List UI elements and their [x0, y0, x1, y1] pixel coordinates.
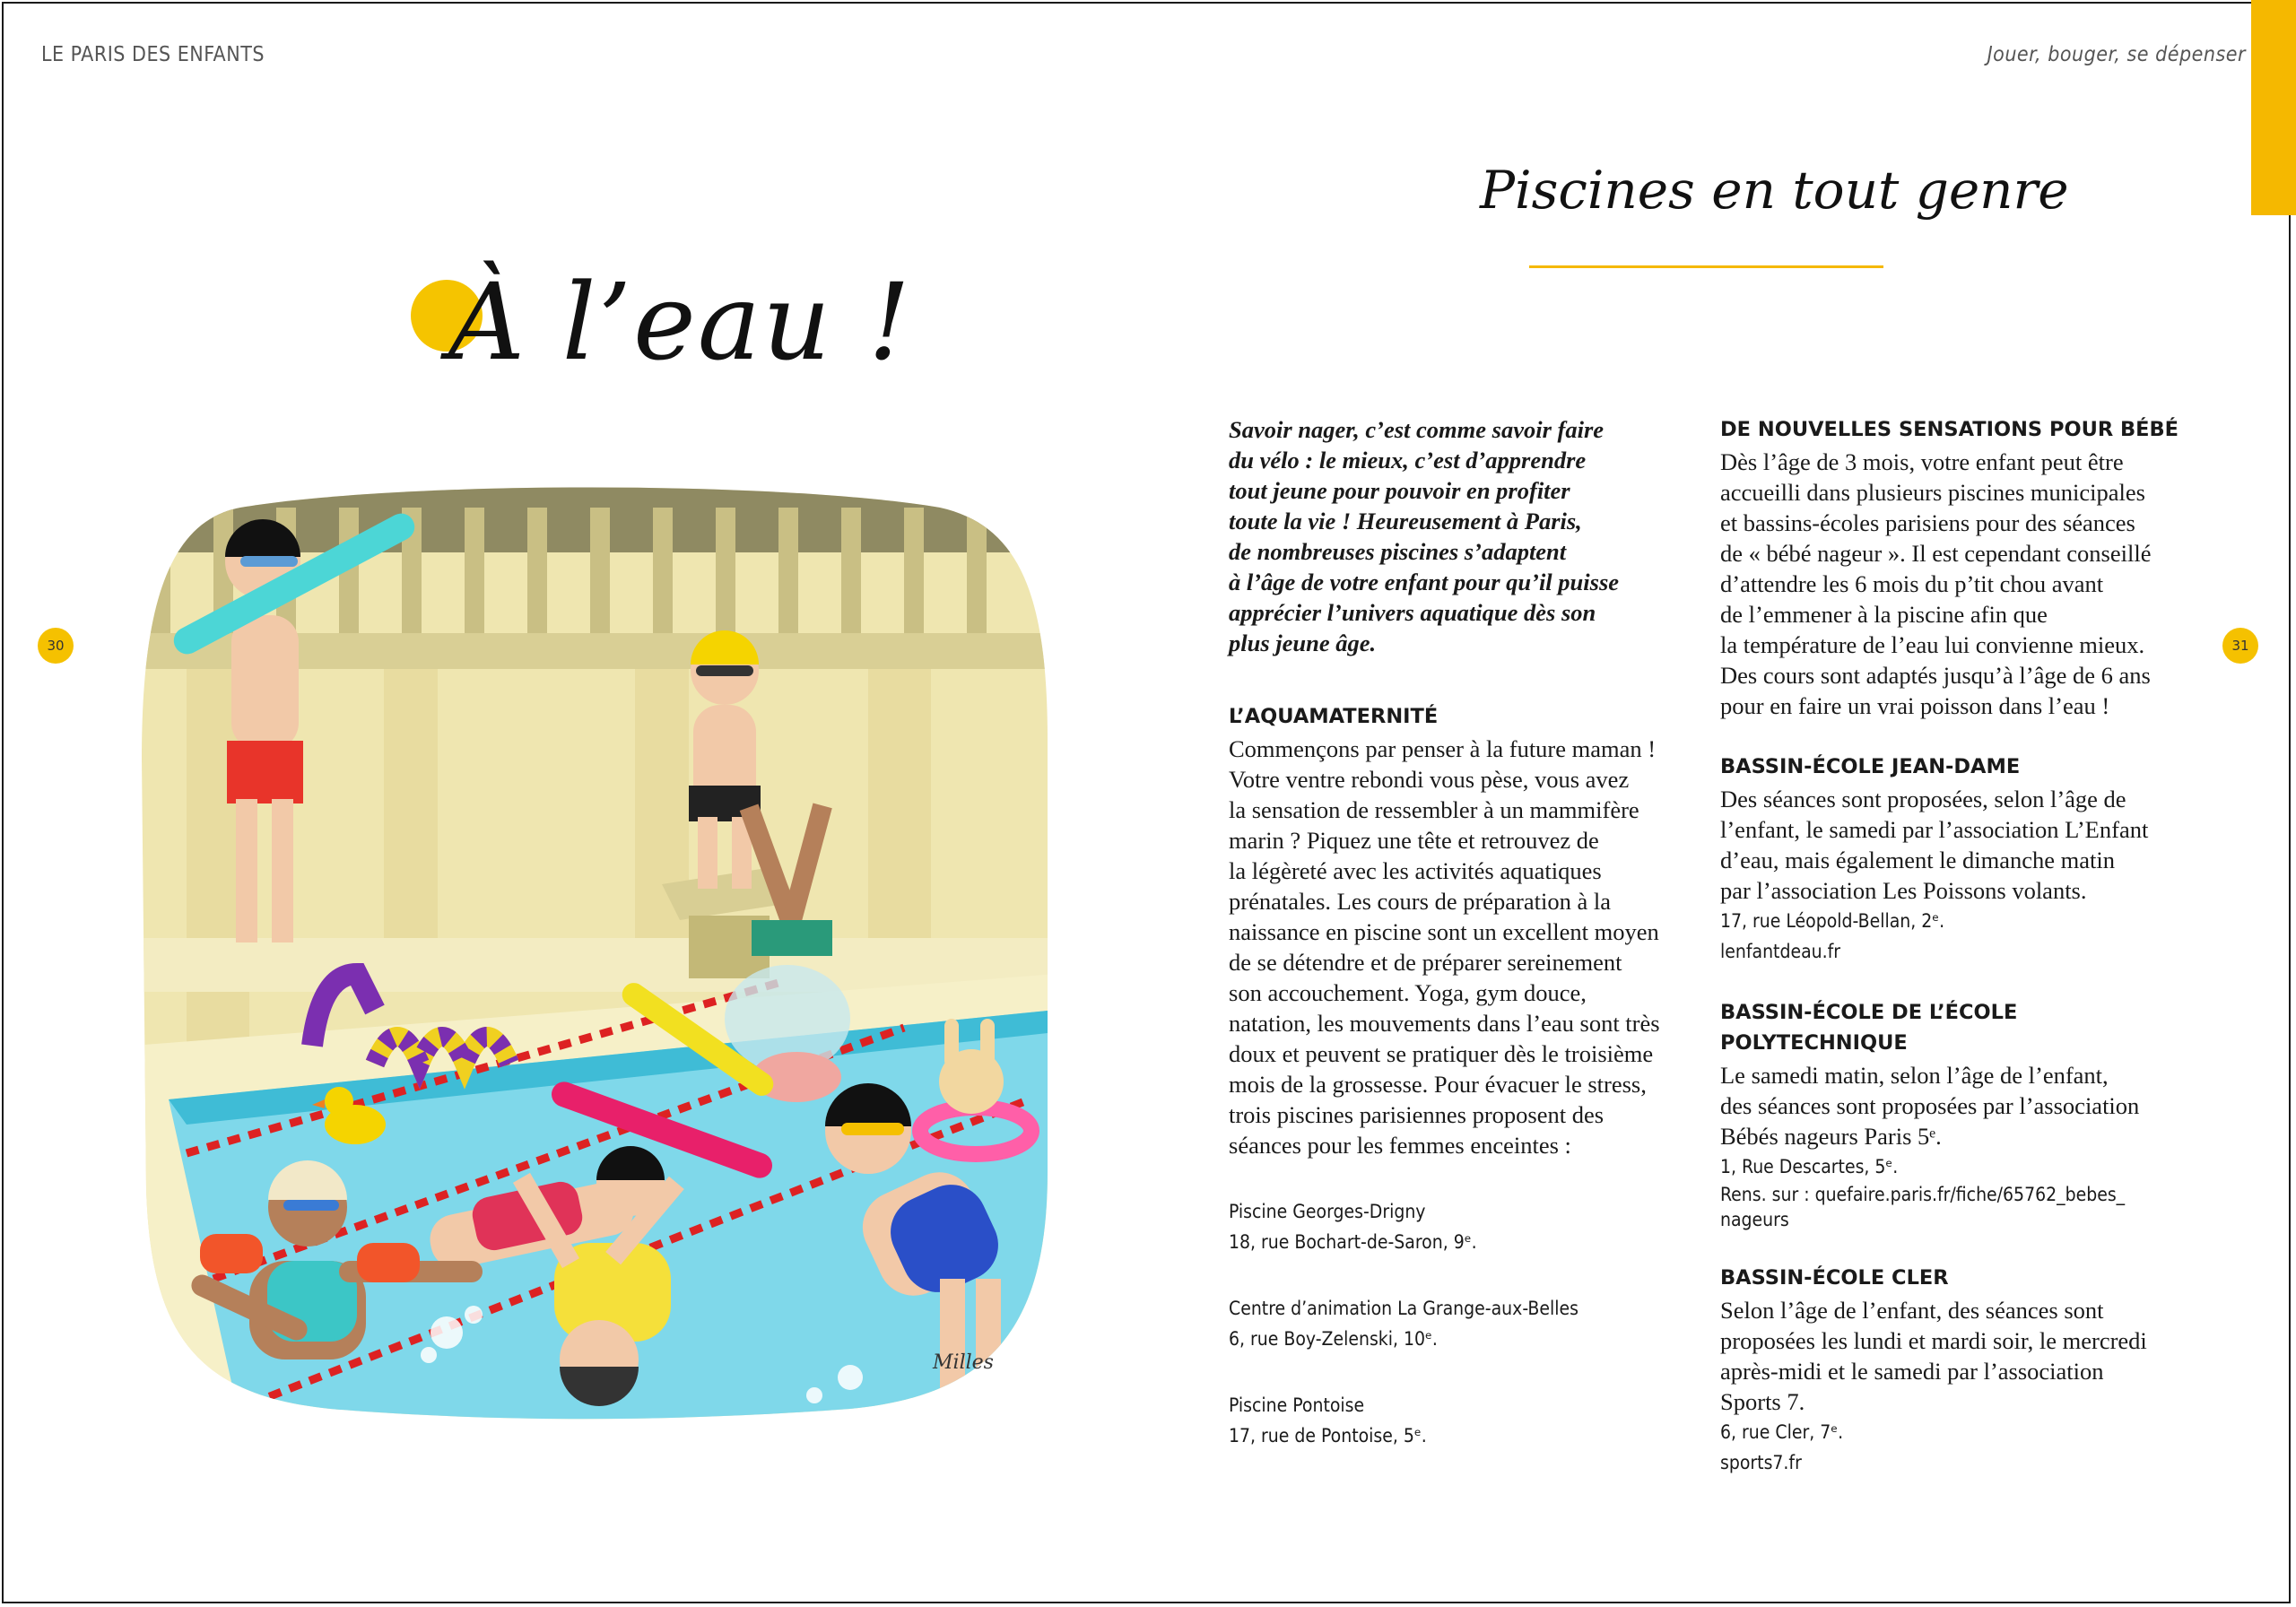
- page-title: À l’eau !: [448, 260, 913, 384]
- heading-aquamaternite: L’AQUAMATERNITÉ: [1229, 705, 1439, 728]
- jean-dame-address: 17, rue Léopold-Bellan, 2ᵉ.: [1720, 910, 1945, 932]
- section-title: Piscines en tout genre: [1480, 160, 2069, 221]
- section-jean-dame: BASSIN-ÉCOLE JEAN-DAME Des séances sont proposées, selon l’âge de l’enfant, le samedi par l’association L’Enfant d’eau, mais également le dimanche matin par l’association Les Poissons volants. 17, rue Léopold-Bellan, 2ᵉ. lenfantdeau.fr: [1720, 751, 2205, 967]
- page-number-right: 31: [2222, 628, 2258, 664]
- page-number-left: 30: [38, 628, 74, 664]
- polytechnique-info-link-cont[interactable]: nageurs: [1720, 1209, 1789, 1230]
- illustration-signature: Milles: [933, 1351, 994, 1374]
- cler-website-link[interactable]: sports7.fr: [1720, 1452, 1802, 1473]
- title-rule: [1529, 265, 1883, 268]
- polytechnique-info-link[interactable]: Rens. sur : quefaire.paris.fr/fiche/65762_bebes_: [1720, 1184, 2126, 1205]
- venue-grange-aux-belles: Centre d’animation La Grange-aux-Belles 6, rue Boy-Zelenski, 10ᵉ.: [1229, 1298, 1578, 1350]
- column-right: [1720, 414, 2205, 1508]
- column-left: [1229, 414, 1709, 1451]
- heading-cler: BASSIN-ÉCOLE CLER: [1720, 1266, 1949, 1290]
- heading-jean-dame: BASSIN-ÉCOLE JEAN-DAME: [1720, 755, 2021, 778]
- heading-bebe: DE NOUVELLES SENSATIONS POUR BÉBÉ: [1720, 418, 2179, 441]
- section-bebe: DE NOUVELLES SENSATIONS POUR BÉBÉ Dès l’âge de 3 mois, votre enfant peut être accueilli dans plusieurs piscines municipales et bassins-écoles parisiens pour des séances de « bébé nageur ». Il est cependant conseillé d’attendre les 6 mois du p’tit chou avant de l’emmener à la piscine afin que la température de l’eau lui convienne mieux. Des cours sont adaptés jusqu’à l’âge de 6 ans pour en faire un vrai poisson dans l’eau !: [1720, 414, 2205, 721]
- jean-dame-website-link[interactable]: lenfantdeau.fr: [1720, 941, 1841, 962]
- heading-polytechnique: BASSIN-ÉCOLE DE L’ÉCOLE POLYTECHNIQUE: [1720, 1001, 2018, 1055]
- aquamaternite-body: Commençons par penser à la future maman ! Votre ventre rebondi vous pèse, vous avez la sensation de ressembler à un mammifère marin ? Piquez une tête et retrouvez de la légèreté avec les activités aquatiques prénatales. Les cours de préparation à la naissance en piscine sont un excellent moyen de se détendre et de préparer sereinement son accouchement. Yoga, gym douce, natation, les mouvements dans l’eau sont très doux et peuvent se pratiquer dès le troisième mois de la grossesse. Pour évacuer le stress, trois piscines parisiennes proposent des séances pour les femmes enceintes :: [1229, 735, 1660, 1159]
- polytechnique-address: 1, Rue Descartes, 5ᵉ.: [1720, 1156, 1899, 1177]
- chapter-tab: [2251, 0, 2296, 215]
- section-cler: BASSIN-ÉCOLE CLER Selon l’âge de l’enfant, des séances sont proposées les lundi et mardi soir, le mercredi après-midi et le samedi par l’association Sports 7. 6, rue Cler, 7ᵉ. sports7.fr: [1720, 1263, 2205, 1478]
- running-head-right: Jouer, bouger, se dépenser: [1987, 43, 2246, 66]
- swimming-pool-illustration: [133, 472, 1057, 1422]
- section-polytechnique: BASSIN-ÉCOLE DE L’ÉCOLE POLYTECHNIQUE Le samedi matin, selon l’âge de l’enfant, des séances sont proposées par l’association Bébés nageurs Paris 5ᵉ. 1, Rue Descartes, 5ᵉ. Rens. sur : quefaire.paris.fr/fiche/65762_bebes_ nageurs: [1720, 997, 2205, 1232]
- intro-paragraph: Savoir nager, c’est comme savoir faire du vélo : le mieux, c’est d’apprendre tout jeune pour pouvoir en profiter toute la vie ! Heureusement à Paris, de nombreuses piscines s’adaptent à l’âge de votre enfant pour qu’il puisse apprécier l’univers aquatique dès son plus jeune âge.: [1229, 416, 1620, 656]
- venue-georges-drigny: Piscine Georges-Drigny 18, rue Bochart-de-Saron, 9ᵉ.: [1229, 1201, 1477, 1253]
- right-page: [1148, 0, 2296, 1607]
- running-head-left: LE PARIS DES ENFANTS: [41, 43, 265, 66]
- venue-pontoise: Piscine Pontoise 17, rue de Pontoise, 5ᵉ.: [1229, 1394, 1427, 1446]
- cler-address: 6, rue Cler, 7ᵉ.: [1720, 1421, 1844, 1443]
